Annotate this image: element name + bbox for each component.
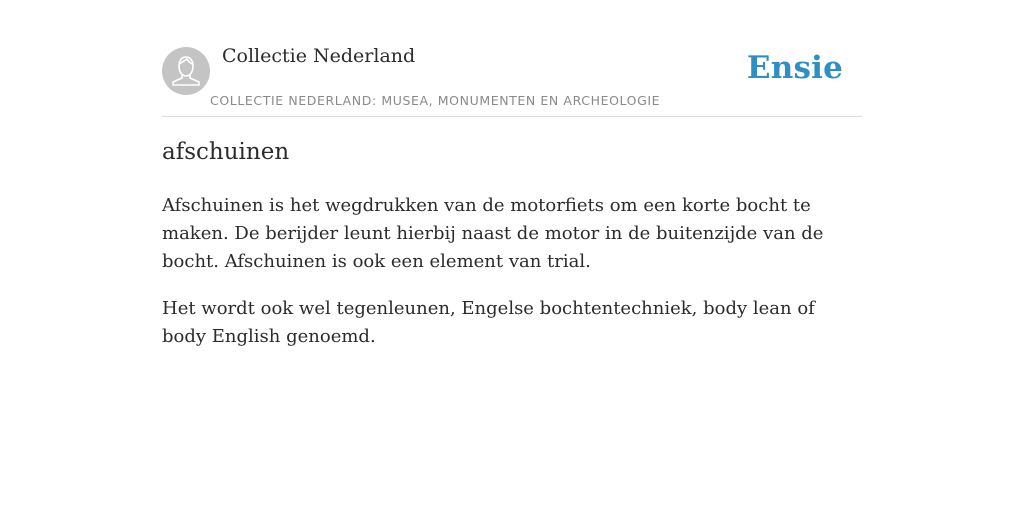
entry-paragraph: Het wordt ook wel tegenleunen, Engelse bochtentechniek, body lean of body English genoemd. [162,298,815,347]
author-name[interactable]: Collectie Nederland [222,45,416,67]
collection-name[interactable]: COLLECTIE NEDERLAND: MUSEA, MONUMENTEN EN ARCHEOLOGIE [210,93,661,108]
author-avatar[interactable] [162,47,210,95]
ensie-logo[interactable]: Ensie [746,50,843,86]
entry-body [162,192,852,370]
user-silhouette-icon [162,47,210,95]
entry-title: afschuinen [162,139,290,165]
entry-paragraph: Afschuinen is het wegdrukken van de motorfiets om een korte bocht te maken. De berijder leunt hierbij naast de motor in de buitenzijde van de bocht. Afschuinen is ook een element van trial. [162,195,824,272]
entry-header [162,0,862,117]
